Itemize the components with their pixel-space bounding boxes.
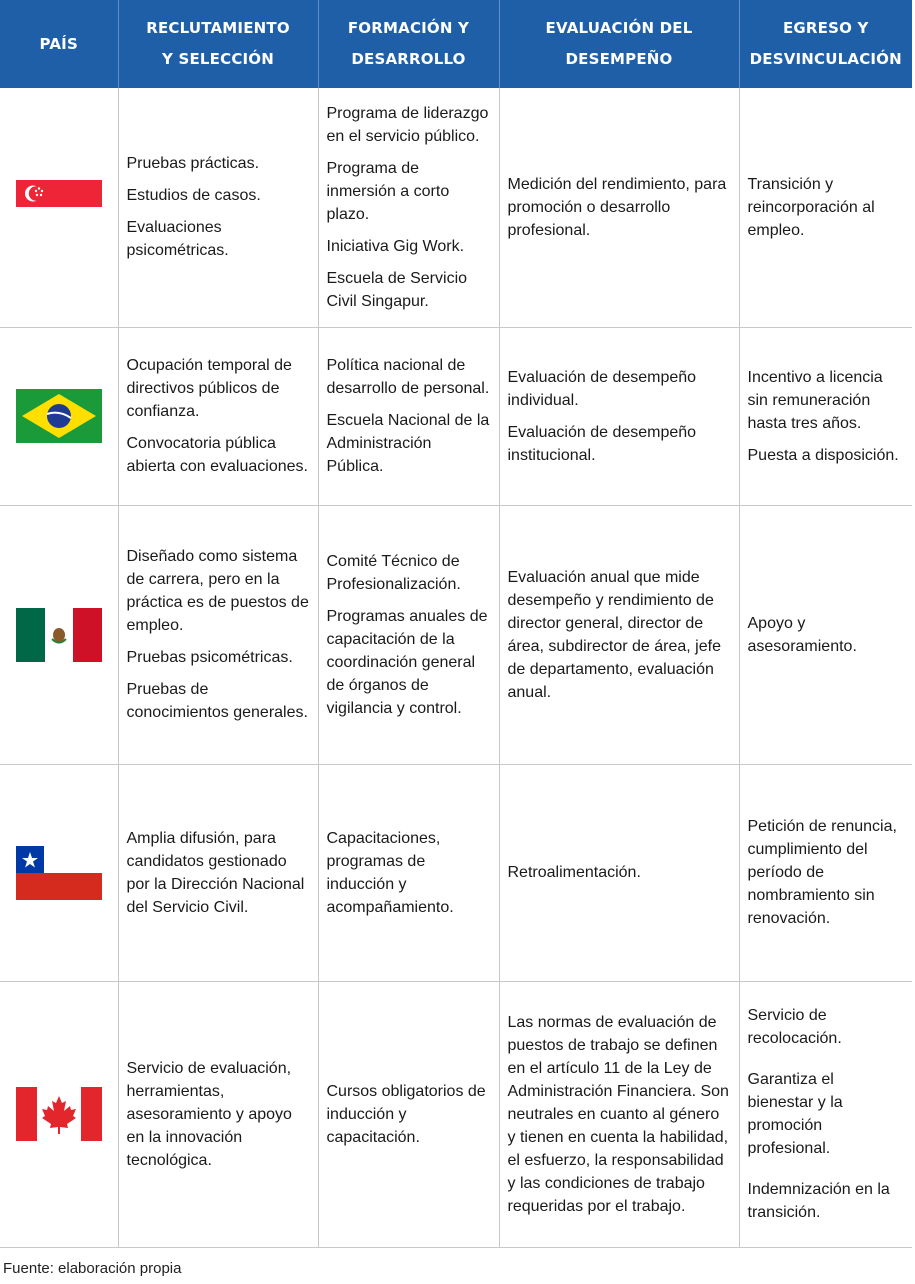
cell-text: Evaluación de desempeño individual. (507, 368, 697, 409)
cell-text: Política nacional de desarrollo de personal. (326, 357, 490, 397)
cell-text: Retroalimentación. (507, 864, 641, 881)
reclutamiento-cell (118, 327, 318, 505)
cell-text: Amplia difusión, para candidatos gestionado por la Dirección Nacional del Servicio Civil. (126, 829, 305, 916)
evaluacion-cell (499, 981, 739, 1247)
cell-text: Comité Técnico de Profesionalización. (326, 552, 461, 593)
brazil-flag-icon (16, 389, 102, 443)
formacion-cell (318, 505, 499, 764)
cell-text: Medición del rendimiento, para promoción o desarrollo profesional. (507, 175, 727, 239)
cell-text: Garantiza el bienestar y la promoción profesional. (747, 1071, 843, 1157)
source-note: Fuente: elaboración propia (3, 1260, 182, 1277)
cell-text: Puesta a disposición. (747, 446, 899, 464)
header-formacion: FORMACIÓN Y DESARROLLO (318, 0, 499, 88)
cell-text: Apoyo y asesoramiento. (747, 614, 857, 655)
cell-text: Convocatoria pública abierta con evaluaciones. (126, 435, 308, 475)
flag-cell (0, 88, 118, 327)
cell-text: Pruebas psicométricas. (126, 649, 293, 666)
cell-text: Escuela de Servicio Civil Singapur. (326, 269, 468, 310)
cell-text: Evaluación de desempeño institucional. (507, 423, 697, 464)
cell-text: Programa de inmersión a corto plazo. (326, 159, 450, 223)
table-row-chile (0, 764, 912, 981)
formacion-cell (318, 88, 499, 327)
cell-text: Cursos obligatorios de inducción y capacitación. (326, 1082, 486, 1146)
table-row-mexico (0, 505, 912, 764)
flag-cell (0, 327, 118, 505)
canada-flag-icon (16, 1087, 102, 1141)
cell-text: Programa de liderazgo en el servicio público. (326, 104, 489, 145)
cell-text: Pruebas de conocimientos generales. (126, 681, 308, 721)
reclutamiento-cell (118, 88, 318, 327)
cell-text: Petición de renuncia, cumplimiento del período de nombramiento sin renovación. (747, 818, 897, 927)
egreso-cell (739, 505, 912, 764)
cell-text: Servicio de evaluación, herramientas, asesoramiento y apoyo en la innovación tecnológica. (126, 1059, 292, 1169)
chile-flag-icon (16, 846, 102, 900)
cell-text: Servicio de recolocación. (747, 1007, 842, 1047)
cell-text: Escuela Nacional de la Administración Pública. (326, 412, 490, 475)
cell-text: Capacitaciones, programas de inducción y acompañamiento. (326, 829, 454, 916)
egreso-cell (739, 88, 912, 327)
cell-text: Incentivo a licencia sin remuneración hasta tres años. (747, 368, 883, 432)
table-row-brazil (0, 327, 912, 505)
cell-text: Diseñado como sistema de carrera, pero en la práctica es de puestos de empleo. (126, 548, 309, 634)
flag-cell (0, 764, 118, 981)
header-reclutamiento: RECLUTAMIENTO Y SELECCIÓN (118, 0, 318, 88)
flag-cell (0, 981, 118, 1247)
cell-text: Estudios de casos. (126, 187, 261, 205)
cell-text: Iniciativa Gig Work. (326, 237, 465, 255)
egreso-cell (739, 764, 912, 981)
reclutamiento-cell (118, 505, 318, 764)
cell-text: Indemnización en la transición. (747, 1181, 890, 1221)
reclutamiento-cell (118, 764, 318, 981)
header-egreso: EGRESO Y DESVINCULACIÓN (739, 0, 912, 88)
formacion-cell (318, 764, 499, 981)
evaluacion-cell (499, 764, 739, 981)
reclutamiento-cell (118, 981, 318, 1247)
evaluacion-cell (499, 88, 739, 327)
mexico-flag-icon (16, 608, 102, 662)
cell-text: Pruebas prácticas. (126, 155, 260, 173)
formacion-cell (318, 981, 499, 1247)
cell-text: Ocupación temporal de directivos públicos de confianza. (126, 357, 292, 420)
singapore-flag-icon (16, 180, 102, 234)
egreso-cell (739, 327, 912, 505)
table-row-canada (0, 981, 912, 1247)
flag-cell (0, 505, 118, 764)
egreso-cell (739, 981, 912, 1247)
header-row (0, 0, 912, 88)
formacion-cell (318, 327, 499, 505)
header-evaluacion: EVALUACIÓN DEL DESEMPEÑO (499, 0, 739, 88)
evaluacion-cell (499, 327, 739, 505)
cell-text: Programas anuales de capacitación de la coordinación general de órganos de vigilancia y control. (326, 607, 488, 717)
evaluacion-cell (499, 505, 739, 764)
table-row-singapore (0, 88, 912, 327)
cell-text: Evaluaciones psicométricas. (126, 219, 229, 260)
cell-text: Evaluación anual que mide desempeño y rendimiento de director general, director de área, subdirector de área, jefe de departamento, evaluación anual. (507, 568, 721, 701)
header-pais: PAÍS (0, 0, 118, 88)
cell-text: Las normas de evaluación de puestos de trabajo se definen en el artículo 11 de la Ley de Administración Financiera. Son neutrales en cuanto al género y tienen en cuenta la habilidad, el esfuerzo, la responsabilidad y las condiciones de trabajo requeridas por el trabajo. (507, 1013, 729, 1215)
cell-text: Transición y reincorporación al empleo. (747, 175, 875, 239)
